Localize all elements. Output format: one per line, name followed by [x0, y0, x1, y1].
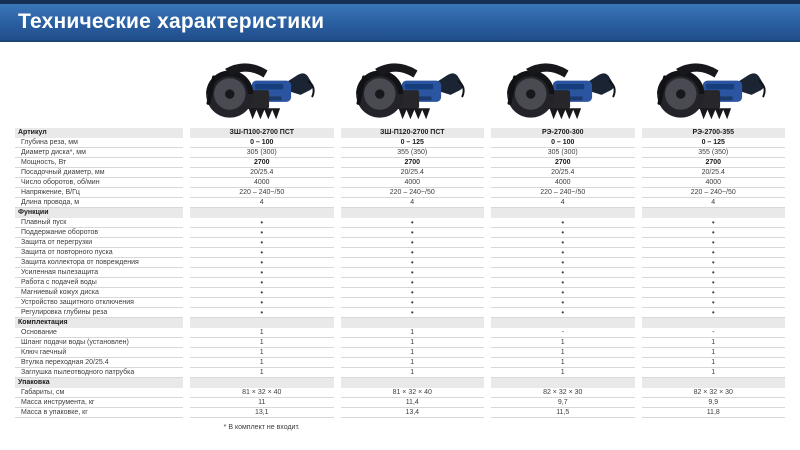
spec-row	[15, 338, 785, 348]
spec-row	[15, 178, 785, 188]
spec-row	[15, 188, 785, 198]
spec-value: •	[642, 248, 786, 258]
section-label: Упаковка	[15, 378, 183, 388]
spec-value	[190, 208, 334, 218]
spec-value	[642, 208, 786, 218]
spec-table	[15, 128, 785, 418]
spec-value	[341, 318, 485, 328]
spec-value: 4	[341, 198, 485, 208]
spec-value: •	[642, 218, 786, 228]
spec-value: •	[491, 238, 635, 248]
spec-value: •	[642, 308, 786, 318]
spec-value: 82 × 32 × 30	[491, 388, 635, 398]
spec-row	[15, 388, 785, 398]
spec-value: •	[341, 218, 485, 228]
header-banner	[0, 0, 800, 42]
spec-value: •	[190, 308, 334, 318]
spec-value: 9,9	[642, 398, 786, 408]
spec-value	[491, 318, 635, 328]
spec-value: 305 (300)	[190, 148, 334, 158]
spec-label: Глубина реза, мм	[15, 138, 183, 148]
spec-value: 4000	[341, 178, 485, 188]
spec-row	[15, 158, 785, 168]
spec-value: 1	[642, 348, 786, 358]
spec-value: 355 (350)	[642, 148, 786, 158]
spec-value: •	[341, 288, 485, 298]
spec-value: •	[190, 218, 334, 228]
footnote-row	[15, 424, 785, 431]
product-photo-2	[341, 42, 485, 128]
spec-row	[15, 248, 785, 258]
product-images-row	[15, 42, 785, 128]
spec-label: Посадочный диаметр, мм	[15, 168, 183, 178]
spec-value: 220 – 240~/50	[491, 188, 635, 198]
spec-value: 13,1	[190, 408, 334, 418]
spec-row	[15, 198, 785, 208]
spec-value	[190, 318, 334, 328]
spec-value: 1	[491, 368, 635, 378]
spec-value: 1	[190, 338, 334, 348]
spec-value: 2700	[642, 158, 786, 168]
spec-value: •	[341, 228, 485, 238]
spec-value: 11,4	[341, 398, 485, 408]
spec-label: Поддержание оборотов	[15, 228, 183, 238]
spec-label: Длина провода, м	[15, 198, 183, 208]
spec-value: 2700	[491, 158, 635, 168]
spec-row	[15, 238, 785, 248]
section-label: Функции	[15, 208, 183, 218]
spec-value	[491, 208, 635, 218]
spec-row	[15, 348, 785, 358]
product-photo-4	[642, 42, 786, 128]
spec-value: •	[190, 278, 334, 288]
product-name: ЗШ-П120-2700 ПСТ	[341, 128, 485, 138]
spec-value: 1	[642, 358, 786, 368]
spec-row	[15, 268, 785, 278]
spec-value: 1	[190, 348, 334, 358]
spec-value: 355 (350)	[341, 148, 485, 158]
spec-value: 11,8	[642, 408, 786, 418]
spec-value: 220 – 240~/50	[341, 188, 485, 198]
spec-row	[15, 228, 785, 238]
spec-value	[491, 378, 635, 388]
spec-value: •	[341, 268, 485, 278]
product-photo-1	[190, 42, 334, 128]
spec-value: 1	[190, 358, 334, 368]
spec-value: 20/25.4	[491, 168, 635, 178]
spec-value: 4000	[190, 178, 334, 188]
spec-value: 1	[642, 368, 786, 378]
spec-value	[190, 378, 334, 388]
spec-value: •	[190, 248, 334, 258]
spec-value: 0 – 125	[341, 138, 485, 148]
spec-value: -	[491, 328, 635, 338]
footnote: * В комплект не входит.	[223, 424, 300, 431]
spec-value: 20/25.4	[642, 168, 786, 178]
spec-label: Магниевый кожух диска	[15, 288, 183, 298]
spec-row	[15, 308, 785, 318]
spec-value: 11	[190, 398, 334, 408]
spec-value: 305 (300)	[491, 148, 635, 158]
spec-value: •	[642, 288, 786, 298]
spec-value: •	[341, 248, 485, 258]
spec-row	[15, 398, 785, 408]
spec-value: 1	[491, 358, 635, 368]
section-label: Комплектация	[15, 318, 183, 328]
spec-value	[642, 378, 786, 388]
spec-value: 2700	[341, 158, 485, 168]
spec-value: •	[491, 228, 635, 238]
spec-label: Диаметр диска*, мм	[15, 148, 183, 158]
spec-value	[642, 318, 786, 328]
spec-value: •	[491, 248, 635, 258]
cutoff-saw-image	[353, 53, 471, 128]
spec-row	[15, 138, 785, 148]
spec-value: -	[642, 328, 786, 338]
spec-label: Основание	[15, 328, 183, 338]
spec-label: Напряжение, В/Гц	[15, 188, 183, 198]
spec-value: •	[190, 268, 334, 278]
product-photo-3	[491, 42, 635, 128]
spec-row	[15, 358, 785, 368]
spec-value: •	[190, 238, 334, 248]
spec-label: Защита от повторного пуска	[15, 248, 183, 258]
spec-value: •	[491, 218, 635, 228]
spec-label: Мощность, Вт	[15, 158, 183, 168]
spec-value: 4000	[642, 178, 786, 188]
spec-row	[15, 328, 785, 338]
content-area	[0, 42, 800, 431]
spec-value: •	[341, 308, 485, 318]
spec-value: 1	[190, 328, 334, 338]
product-name: ЗШ-П100-2700 ПСТ	[190, 128, 334, 138]
section-label: Артикул	[15, 128, 183, 138]
spec-label: Ключ гаечный	[15, 348, 183, 358]
spec-value: •	[190, 228, 334, 238]
spec-value: •	[491, 268, 635, 278]
spec-value: •	[341, 278, 485, 288]
spec-value: •	[491, 258, 635, 268]
spec-value: 82 × 32 × 30	[642, 388, 786, 398]
spec-value	[341, 378, 485, 388]
spec-value: •	[190, 288, 334, 298]
cutoff-saw-image	[654, 53, 772, 128]
spec-value: 11,5	[491, 408, 635, 418]
spec-label: Регулировка глубины реза	[15, 308, 183, 318]
spec-row	[15, 368, 785, 378]
spec-value: •	[642, 238, 786, 248]
section-header-row	[15, 208, 785, 218]
spec-value: •	[341, 258, 485, 268]
spec-value: 1	[642, 338, 786, 348]
spec-value: 0 – 125	[642, 138, 786, 148]
spec-row	[15, 258, 785, 268]
spec-value: •	[491, 298, 635, 308]
spec-row	[15, 218, 785, 228]
spec-label: Габариты, см	[15, 388, 183, 398]
section-header-row	[15, 378, 785, 388]
section-header-row	[15, 318, 785, 328]
spec-label: Число оборотов, об/мин	[15, 178, 183, 188]
spec-label: Заглушка пылеотводного патрубка	[15, 368, 183, 378]
page-title: Технические характеристики	[18, 10, 325, 33]
spec-value: •	[341, 238, 485, 248]
spec-value: 4	[190, 198, 334, 208]
spec-value: •	[491, 288, 635, 298]
spec-value: 1	[341, 358, 485, 368]
spec-row	[15, 168, 785, 178]
spec-label: Масса в упаковке, кг	[15, 408, 183, 418]
product-name: РЭ-2700-300	[491, 128, 635, 138]
spec-value: •	[190, 258, 334, 268]
spec-value: •	[642, 278, 786, 288]
spec-value: •	[642, 228, 786, 238]
spec-value: 1	[341, 338, 485, 348]
spec-value: •	[491, 308, 635, 318]
spec-value: 4000	[491, 178, 635, 188]
spec-value: 0 – 100	[491, 138, 635, 148]
footnote-spacer	[15, 424, 183, 431]
section-header-row	[15, 128, 785, 138]
spec-value	[341, 208, 485, 218]
spec-row	[15, 408, 785, 418]
spec-value: 1	[190, 368, 334, 378]
spec-value: 9,7	[491, 398, 635, 408]
spec-value: 1	[491, 338, 635, 348]
spec-value: 1	[341, 348, 485, 358]
spec-label: Шланг подачи воды (установлен)	[15, 338, 183, 348]
spec-label: Устройство защитного отключения	[15, 298, 183, 308]
spec-value: 81 × 32 × 40	[341, 388, 485, 398]
spec-value: •	[190, 298, 334, 308]
spec-row	[15, 278, 785, 288]
spec-value: •	[642, 258, 786, 268]
spec-label: Усиленная пылезащита	[15, 268, 183, 278]
cutoff-saw-image	[203, 53, 321, 128]
spec-label: Защита от перегрузки	[15, 238, 183, 248]
spec-label: Плавный пуск	[15, 218, 183, 228]
spec-value: 220 – 240~/50	[642, 188, 786, 198]
spec-value: 20/25.4	[190, 168, 334, 178]
spec-label: Масса инструмента, кг	[15, 398, 183, 408]
spec-row	[15, 298, 785, 308]
spec-value: •	[642, 298, 786, 308]
spec-value: 0 – 100	[190, 138, 334, 148]
product-name: РЭ-2700-355	[642, 128, 786, 138]
spec-value: 1	[341, 368, 485, 378]
spec-value: 1	[341, 328, 485, 338]
spec-label: Работа с подачей воды	[15, 278, 183, 288]
spec-label: Защита коллектора от повреждения	[15, 258, 183, 268]
spec-value: •	[491, 278, 635, 288]
spec-row	[15, 148, 785, 158]
cutoff-saw-image	[504, 53, 622, 128]
spec-value: 4	[642, 198, 786, 208]
spec-value: 4	[491, 198, 635, 208]
spec-value: 20/25.4	[341, 168, 485, 178]
spec-value: 2700	[190, 158, 334, 168]
spec-label: Втулка переходная 20/25.4	[15, 358, 183, 368]
spec-value: 1	[491, 348, 635, 358]
spec-value: 13,4	[341, 408, 485, 418]
spec-value: •	[341, 298, 485, 308]
spec-row	[15, 288, 785, 298]
spec-value: •	[642, 268, 786, 278]
spec-value: 81 × 32 × 40	[190, 388, 334, 398]
spec-value: 220 – 240~/50	[190, 188, 334, 198]
